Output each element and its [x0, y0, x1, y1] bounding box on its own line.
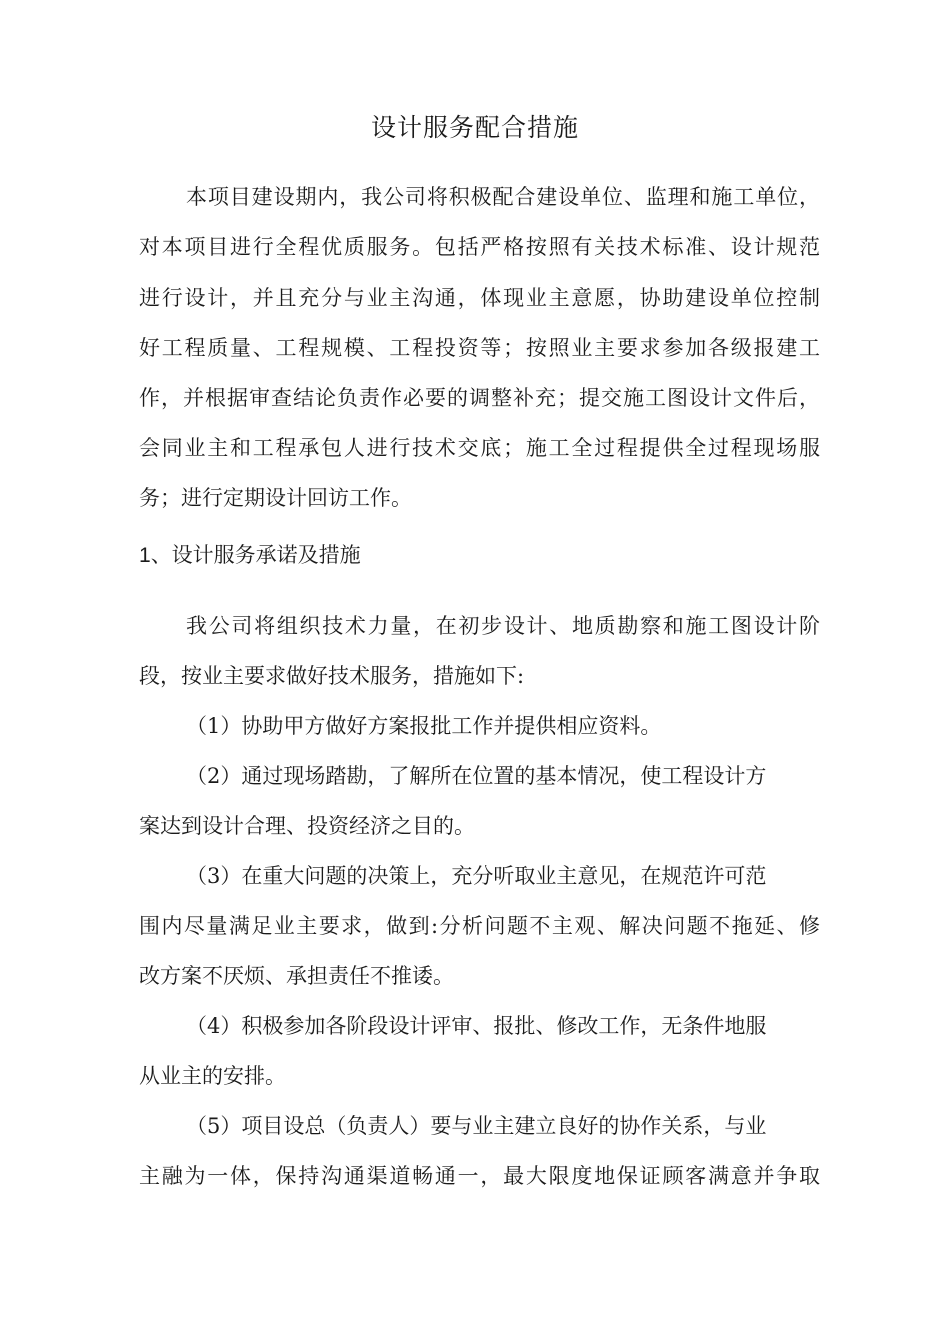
section-number: 1 [139, 544, 151, 567]
item-4-label: （4） [186, 1014, 242, 1038]
item-1-line-1: 协助甲方做好方案报批工作并提供相应资料。 [241, 714, 662, 738]
list-item-2 [186, 761, 766, 791]
intro-line-4: 好工程质量、工程规模、工程投资等；按照业主要求参加各级报建工 [139, 336, 820, 360]
list-item-5 [186, 1111, 766, 1141]
intro-line-1: 本项目建设期内，我公司将积极配合建设单位、监理和施工单位， [186, 185, 820, 209]
item-5-line-2: 主融为一体，保持沟通渠道畅通一，最大限度地保证顾客满意并争取 [139, 1164, 820, 1188]
intro-line-5: 作，并根据审查结论负责作必要的调整补充；提交施工图设计文件后， [139, 386, 820, 410]
intro-line-2: 对本项目进行全程优质服务。包括严格按照有关技术标准、设计规范 [139, 235, 820, 259]
item-3-label: （3） [186, 864, 242, 888]
item-5-label: （5） [186, 1114, 242, 1138]
intro-line-7: 务；进行定期设计回访工作。 [139, 486, 412, 510]
item-1-label: （1） [186, 714, 242, 738]
section-heading [139, 540, 361, 571]
item-4-line-1: 积极参加各阶段设计评审、报批、修改工作，无条件地服 [241, 1014, 767, 1038]
intro-line-6: 会同业主和工程承包人进行技术交底；施工全过程提供全过程现场服 [139, 436, 820, 460]
item-2-line-1: 通过现场踏勘，了解所在位置的基本情况，使工程设计方 [241, 764, 767, 788]
item-2-label: （2） [186, 764, 242, 788]
page-title: 设计服务配合措施 [370, 113, 579, 142]
para2-line-2: 段，按业主要求做好技术服务，措施如下: [139, 664, 525, 688]
item-5-line-1: 项目设总（负责人）要与业主建立良好的协作关系，与业 [241, 1114, 767, 1138]
list-item-4 [186, 1011, 766, 1041]
list-item-3 [186, 861, 766, 891]
item-3-line-3: 改方案不厌烦、承担责任不推诿。 [139, 964, 454, 988]
intro-line-3: 进行设计，并且充分与业主沟通，体现业主意愿，协助建设单位控制 [139, 286, 820, 310]
list-item-1 [186, 711, 661, 741]
item-2-line-2: 案达到设计合理、投资经济之目的。 [139, 814, 475, 838]
item-3-line-1: 在重大问题的决策上，充分听取业主意见，在规范许可范 [241, 864, 767, 888]
section-title: 、设计服务承诺及措施 [150, 543, 361, 567]
item-3-line-2: 围内尽量满足业主要求，做到:分析问题不主观、解决问题不拖延、修 [139, 914, 820, 938]
para2-line-1: 我公司将组织技术力量，在初步设计、地质勘察和施工图设计阶 [186, 614, 820, 638]
item-4-line-2: 从业主的安排。 [139, 1064, 286, 1088]
